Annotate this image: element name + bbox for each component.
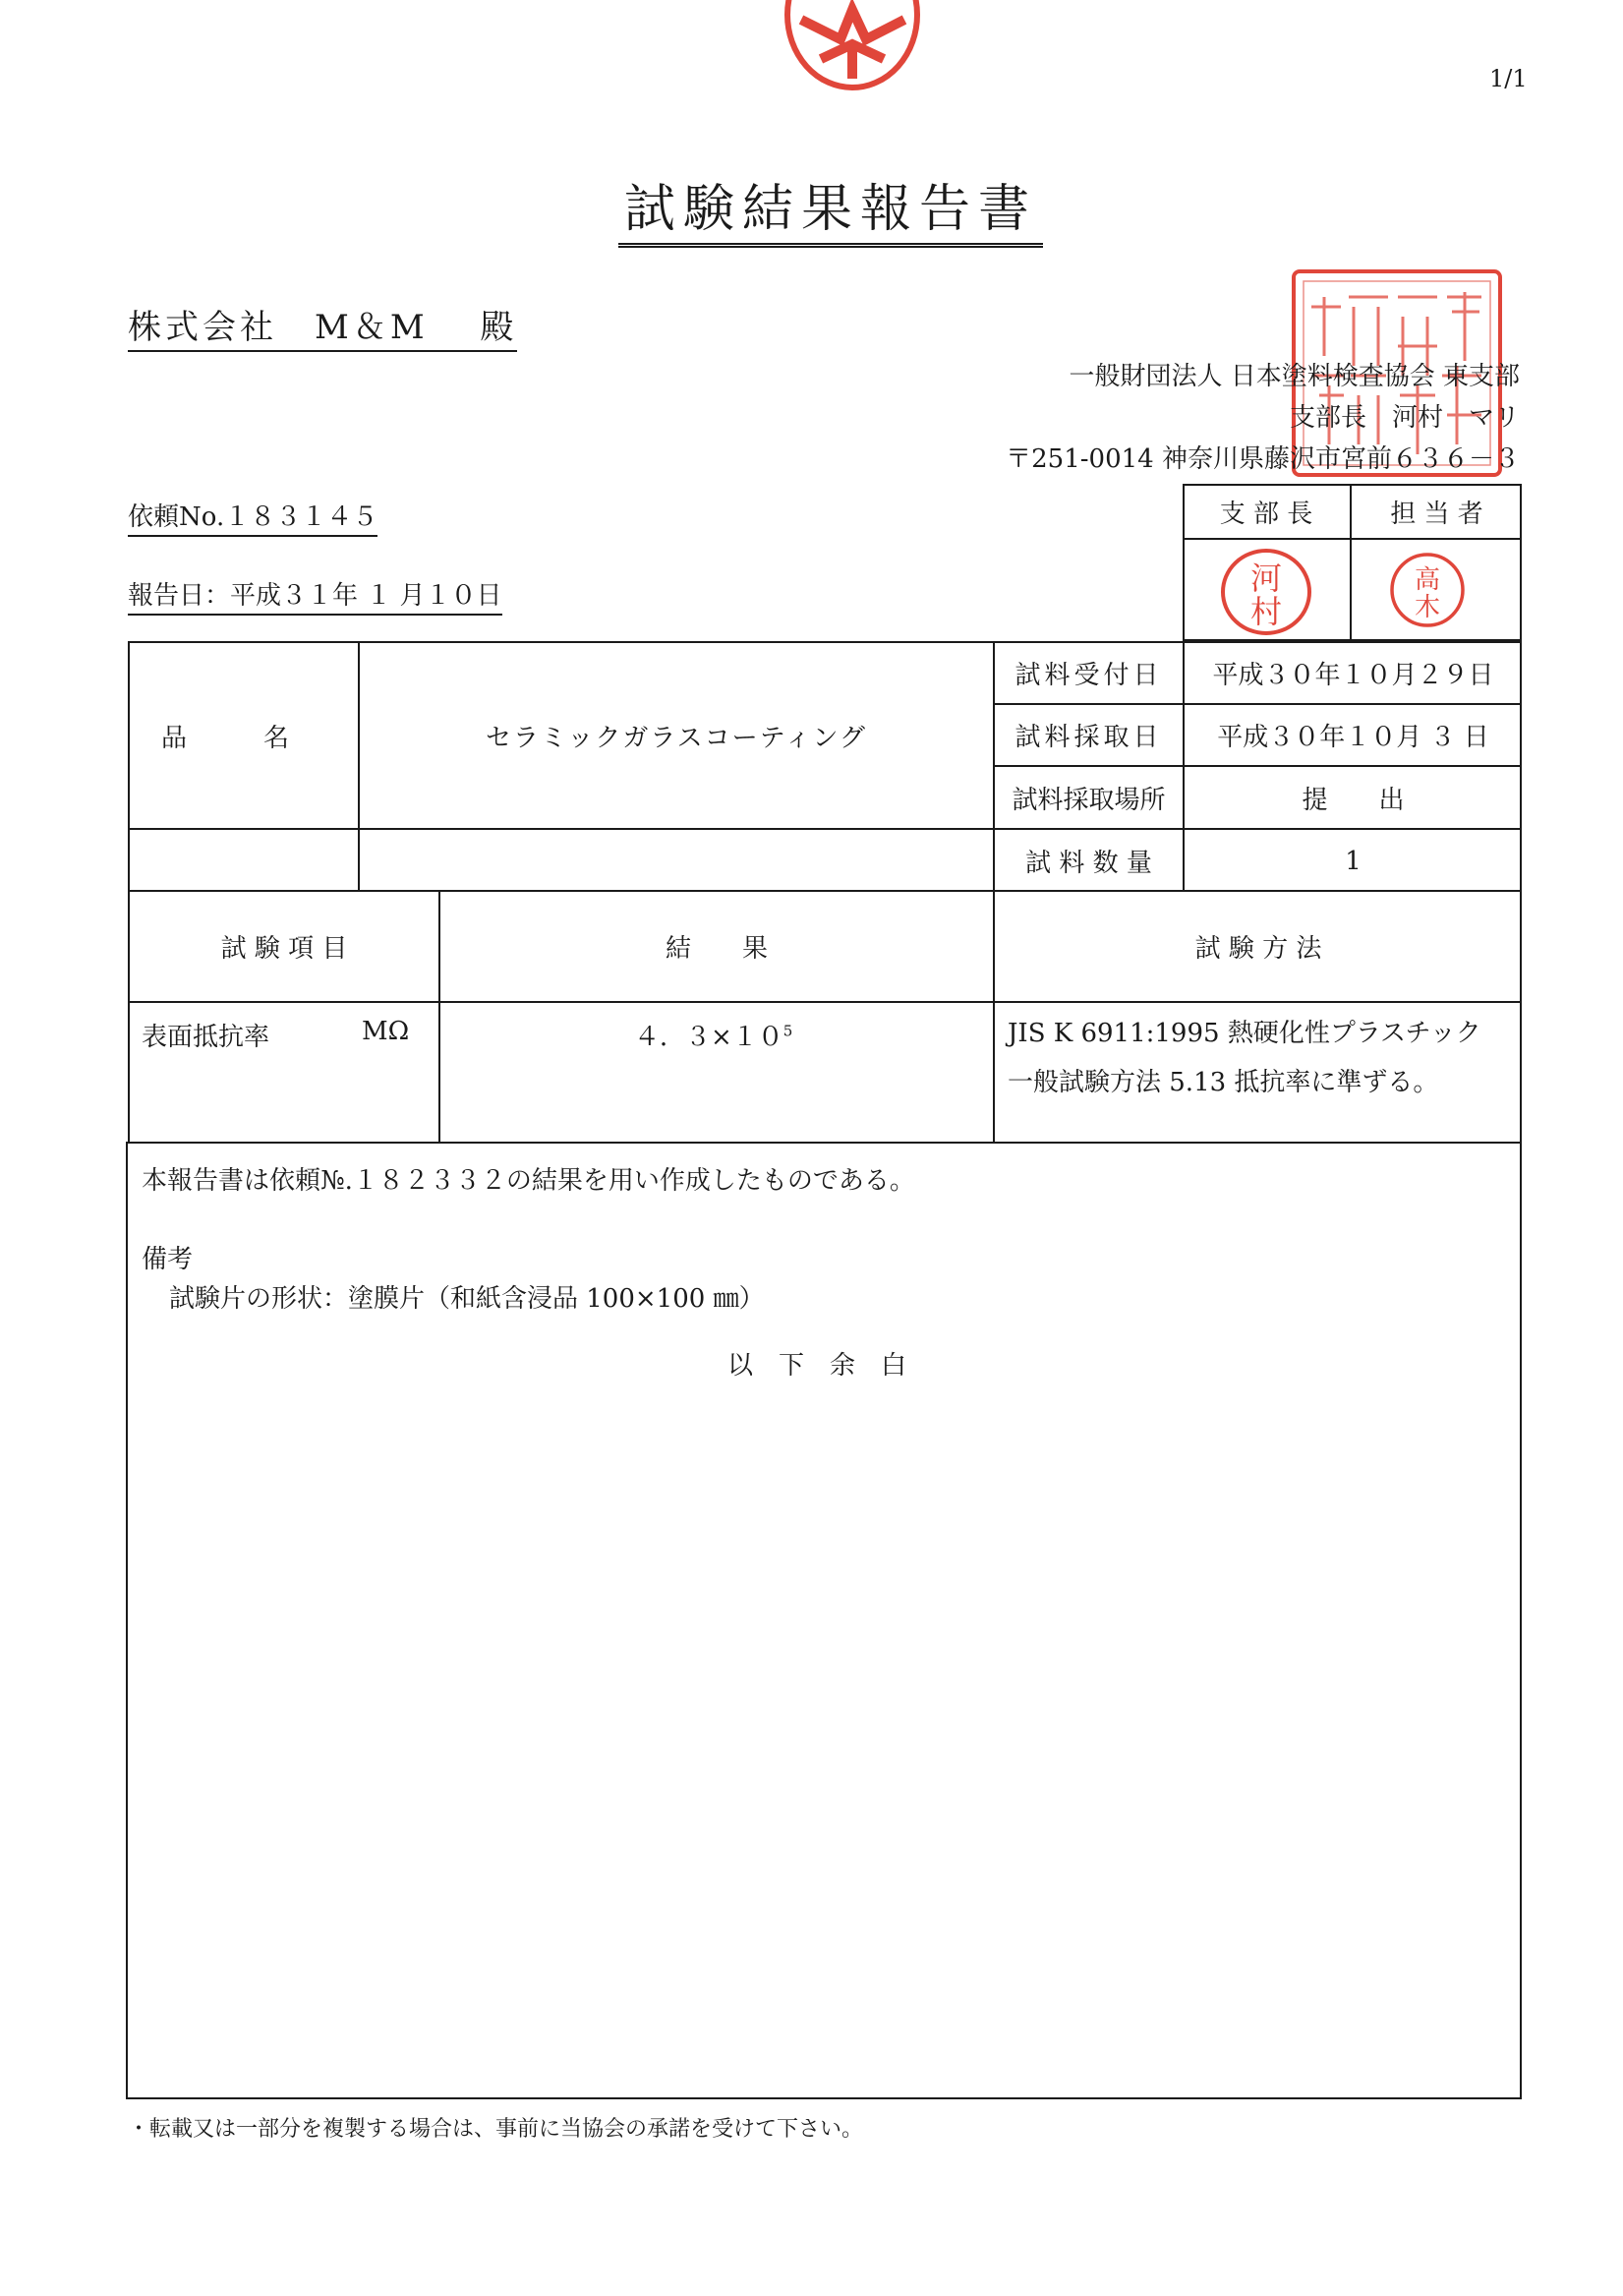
result-item-name: 表面抵抗率 (142, 1023, 270, 1052)
quantity-label: 試 料 数 量 (1025, 849, 1152, 878)
issuer-organization: 一般財団法人 日本塗料検査協会 東支部 (1069, 362, 1520, 391)
svg-text:木: 木 (1414, 593, 1441, 622)
page-number: 1/1 (1489, 65, 1528, 92)
top-seal-stamp (782, 0, 924, 90)
report-date: 報告日：平成３１年 １ 月１０日 (128, 575, 502, 616)
issuer-address: 〒251-0014 神奈川県藤沢市宮前６３６－３ (1006, 444, 1520, 474)
result-exponent: 5 (783, 1022, 793, 1040)
remarks-body: 試験片の形状：塗膜片（和紙含浸品 100×100 ㎜） (169, 1284, 765, 1314)
receipt-date-label: 試料受付日 (1014, 661, 1163, 690)
approval-header-staff: 担 当 者 (1390, 500, 1483, 529)
page-title: 試験結果報告書 (0, 167, 1623, 241)
receipt-date-value: 平成３０年１０月２９日 (1212, 661, 1494, 690)
svg-text:高: 高 (1414, 565, 1441, 595)
quantity-value: 1 (1345, 846, 1362, 876)
svg-text:河: 河 (1249, 559, 1283, 597)
end-of-content-mark: 以 下 余 白 (727, 1351, 907, 1381)
result-item-unit: MΩ (362, 1017, 410, 1046)
approval-header-manager: 支 部 長 (1219, 500, 1313, 529)
copyright-notice: ・転載又は一部分を複製する場合は、事前に当協会の承諾を受けて下さい。 (128, 2117, 864, 2142)
svg-text:村: 村 (1249, 593, 1283, 630)
staff-seal (1388, 551, 1467, 629)
result-method-line-1: JIS K 6911:1995 熱硬化性プラスチック (1008, 1019, 1481, 1048)
result-value: ４．$3\times 10^5$ (634, 1022, 793, 1052)
addressee: 株式会社 M＆M 殿 (128, 300, 517, 352)
sample-name-label: 品 名 (161, 723, 290, 753)
remarks-label: 備考 (142, 1245, 194, 1274)
sampling-date-value: 平成３０年１０月 ３ 日 (1217, 723, 1489, 752)
report-basis-note: 本報告書は依頼№.１８２３３２の結果を用い作成したものである。 (142, 1166, 915, 1196)
manager-seal (1217, 546, 1315, 639)
sampling-date-label: 試料採取日 (1014, 723, 1163, 752)
issuer-manager: 支部長 河村 マリ (1289, 403, 1520, 433)
request-number: 依頼No.１８３１４５ (128, 497, 377, 537)
results-header-result: 結 果 (665, 934, 768, 964)
results-header-method: 試 験 方 法 (1194, 934, 1322, 964)
sampling-place-label: 試料採取場所 (1012, 785, 1166, 815)
result-method-line-2: 一般試験方法 5.13 抵抗率に準ずる。 (1008, 1068, 1439, 1097)
sample-name-value: セラミックガラスコーティング (485, 723, 868, 753)
results-header-item: 試 験 項 目 (220, 934, 348, 964)
sampling-place-value: 提 出 (1302, 785, 1405, 815)
